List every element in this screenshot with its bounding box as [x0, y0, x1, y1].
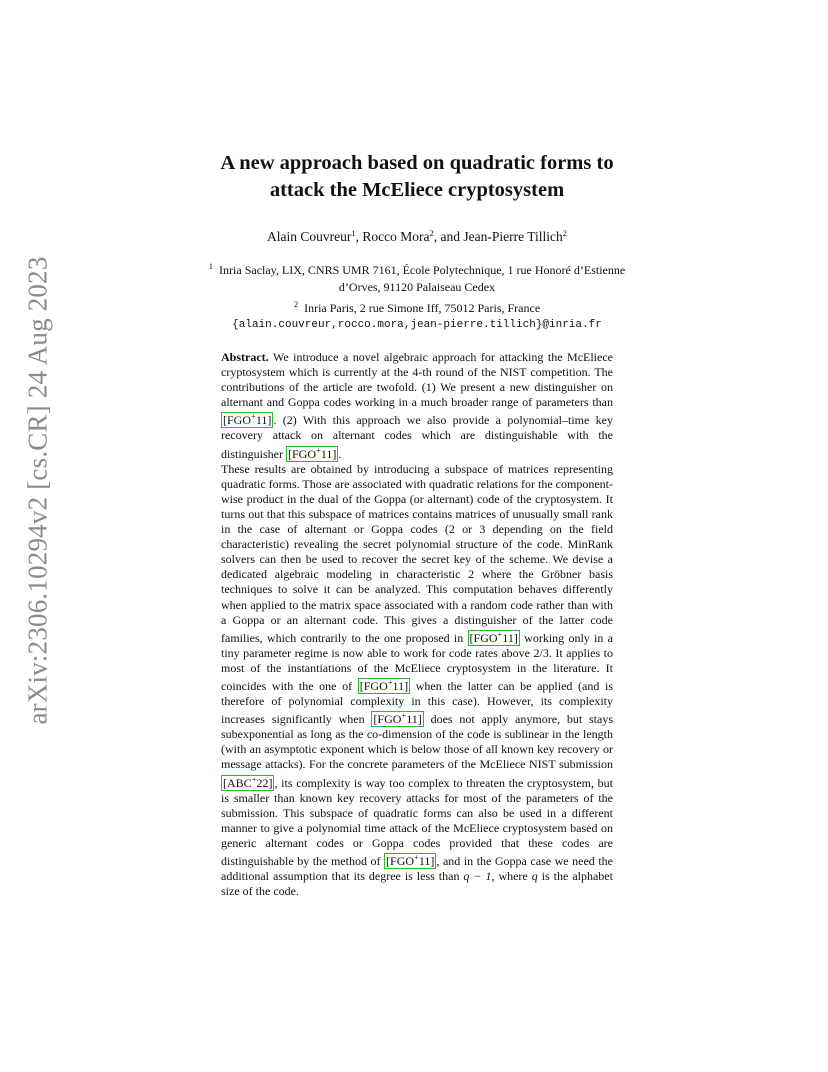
affiliation-mark: 1: [351, 228, 356, 238]
abstract-paragraph-1: [221, 350, 613, 462]
abstract-text: . (2) With this approach we also provide a polynomial–time key recovery attack on alternant codes which are distinguishable with the distinguisher: [221, 413, 613, 461]
arxiv-side-stamp: [20, 255, 56, 725]
affiliation-mark: 2: [293, 299, 299, 309]
citation-link[interactable]: [FGO+11]: [469, 628, 518, 645]
abstract-text: , where: [491, 869, 532, 884]
abstract-paragraph-2: [221, 462, 613, 900]
abstract-text: is the alphabet size of the code.: [221, 869, 613, 899]
citation-link[interactable]: [FGO+11]: [373, 710, 422, 727]
abstract: [221, 350, 613, 899]
arxiv-identifier: arXiv:2306.10294v2 [cs.CR] 24 Aug 2023: [22, 255, 53, 725]
author-name: Jean-Pierre Tillich: [463, 229, 563, 244]
author-separator: , and: [433, 229, 464, 244]
abstract-text: We introduce a novel algebraic approach for attacking the McEliece cryptosystem which is currently at the 4-th round of the NIST competition. The contributions of the article are twofold. (1) We present a new distinguisher on alternant and Goppa codes working in a much broader range of parameters than: [221, 350, 613, 410]
title-line-1: A new approach based on quadratic forms to: [220, 152, 614, 174]
author-separator: ,: [355, 229, 363, 244]
author-emails: {alain.couvreur,rocco.mora,jean-pierre.tillich}@inria.fr: [232, 319, 602, 331]
fraction-two-thirds: 2/3: [533, 645, 549, 660]
author-name: Rocco Mora: [362, 229, 430, 244]
abstract-text: does not apply anymore, but stays subexponential as long as the co-dimension of the code is sublinear in the length (with an asymptotic exponent which is below those of all known key recovery or message attacks). For the concrete parameters of the McEliece NIST submission: [221, 712, 613, 772]
abstract-text: . It applies to most of the instantiations of the McEliece cryptosystem in the literature. It coincides with the one of: [221, 645, 614, 693]
abstract-text: , its complexity is way too complex to threaten the cryptosystem, but is smaller than known key recovery attacks for most of the parameters of the submission. This subspace of quadratic forms can also be used in a different manner to give a polynomial time attack of the McEliece cryptosystem based on generic alternant codes or Goppa codes provided that these codes are distinguishable by the method of: [221, 775, 613, 868]
abstract-heading: Abstract.: [221, 350, 269, 364]
abstract-text: working only in a tiny parameter regime is now able to work for code rates above: [221, 630, 613, 660]
abstract-text: These results are obtained by introducing a subspace of matrices representing quadratic forms. Those are associated with quadratic relations for the component-wise product in the dual of the Goppa (or alternant) code of the cryptosystem. It turns out that this subspace of matrices contains matrices of unusually small rank in the case of alternant or Goppa codes (2 or 3 depending on the field characteristic) revealing the secret polynomial structure of the code. MinRank solvers can then be used to recover the secret key of the scheme. We devise a dedicated algebraic modeling in characteristic 2 where the Gröbner basis techniques to solve it can be analyzed. This computation behaves differently when applied to the matrix space associated with a random code rather than with a Goppa or an alternant code. This gives a distinguisher of the latter code families, which contrarily to the one proposed in: [221, 461, 613, 645]
affiliation-1-line-2: d’Orves, 91120 Palaiseau Cedex: [338, 280, 496, 294]
citation-link[interactable]: [ABC+22]: [223, 773, 273, 790]
affiliation-text: Inria Paris, 2 rue Simone Iff, 75012 Paris, France: [304, 301, 541, 315]
paper-title: [150, 150, 684, 204]
citation-link[interactable]: [FGO+11]: [359, 676, 409, 693]
affiliation-mark: 1: [208, 261, 214, 271]
affiliation-mark: 2: [562, 228, 567, 238]
affiliation-text: Inria Saclay, LIX, CNRS UMR 7161, École Polytechnique, 1 rue Honoré d’Estienne: [219, 263, 626, 277]
affiliation-1-line-1: [150, 258, 684, 279]
math-q-minus-one: q − 1: [463, 869, 492, 884]
abstract-text: when the latter can be applied (and is therefore of polynomial complexity in this case). However, its complexity increases significantly when: [221, 678, 613, 727]
title-line-2: attack the McEliece cryptosystem: [269, 179, 565, 201]
math-q: q: [531, 869, 538, 884]
abstract-text: , and in the Goppa case we need the additional assumption that its degree is less than: [221, 854, 614, 884]
affiliations: [150, 258, 684, 334]
author-name: Alain Couvreur: [267, 229, 352, 244]
affiliation-mark: 2: [429, 228, 434, 238]
citation-link[interactable]: [FGO+11]: [386, 852, 435, 868]
abstract-text: .: [338, 446, 342, 461]
author-list: [150, 228, 684, 245]
citation-link[interactable]: [FGO+11]: [288, 444, 337, 461]
affiliation-2: [150, 296, 684, 317]
citation-link[interactable]: [FGO+11]: [223, 411, 272, 428]
